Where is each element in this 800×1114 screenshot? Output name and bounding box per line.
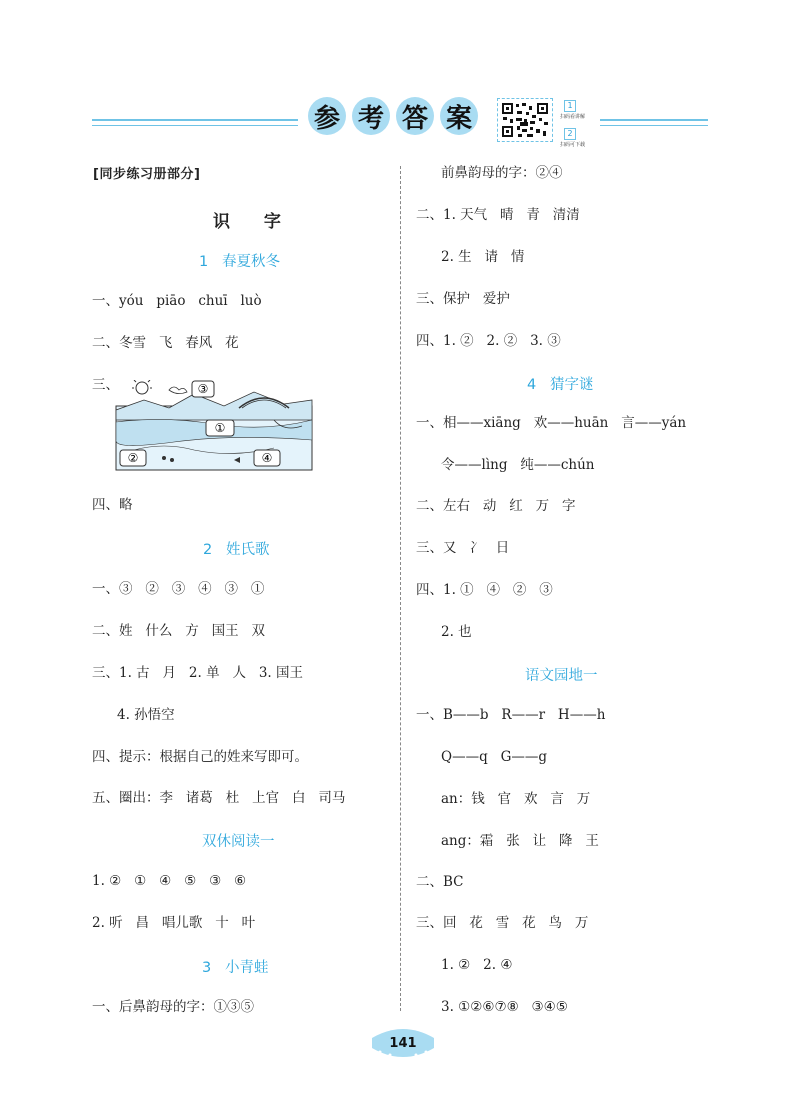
answer-line: 二、左右 动 红 万 字 (416, 498, 576, 514)
qr-captions (560, 100, 585, 148)
scene-label: ② (127, 451, 139, 465)
lesson-title: 双休阅读一 (202, 834, 275, 850)
scene-illustration (114, 380, 314, 472)
answer-line: 三、1. 古 月 2. 单 人 3. 国王 (92, 665, 304, 681)
qr-number-2: 2 (564, 128, 576, 140)
section-heading: 识 字 (213, 212, 295, 232)
answer-line: Q——q G——g (441, 749, 548, 765)
answer-line: 三、保护 爱护 (416, 291, 510, 307)
qr-code[interactable] (497, 98, 553, 142)
qr-number-1: 1 (564, 100, 576, 112)
scene-label: ③ (197, 382, 209, 396)
qr-code-icon (500, 101, 550, 139)
answer-line: 四、提示：根据自己的姓来写即可。 (92, 749, 308, 765)
answer-line: 一、B——b R——r H——h (416, 707, 606, 723)
answer-line: 三、又 冫 日 (416, 540, 510, 556)
answer-line: ang：霜 张 让 降 王 (441, 833, 599, 849)
lesson-title: 3 小青蛙 (202, 960, 269, 976)
answer-line: 三、回 花 雪 花 鸟 万 (416, 915, 589, 931)
answer-line: 3. ①②⑥⑦⑧ ③④⑤ (441, 999, 568, 1015)
lesson-title: 2 姓氏歌 (203, 542, 270, 558)
answer-line: 三、 (92, 377, 119, 393)
answer-line: 二、1. 天气 晴 青 清清 (416, 207, 580, 223)
answer-line: 1. ② 2. ④ (441, 957, 513, 973)
lesson-title: 1 春夏秋冬 (199, 254, 281, 270)
answer-line: 4. 孙悟空 (117, 707, 175, 723)
answer-line: an：钱 官 欢 言 万 (441, 791, 591, 807)
answer-line: 前鼻韵母的字：②④ (441, 165, 563, 181)
header-line-right-top (600, 119, 708, 121)
section-tag: [同步练习册部分] (93, 167, 201, 182)
lesson-title: 语文园地一 (525, 668, 598, 684)
title-char: 参 (308, 97, 346, 135)
answer-line: 二、冬雪 飞 春风 花 (92, 335, 239, 351)
title-char: 考 (352, 97, 390, 135)
header-line-left-bottom (92, 125, 298, 126)
answer-line: 2. 生 请 情 (441, 249, 525, 265)
title-char: 案 (440, 97, 478, 135)
page-number: 141 (389, 1036, 417, 1051)
header-line-left-top (92, 119, 298, 121)
page-title (308, 97, 478, 135)
answer-line: 四、略 (92, 497, 133, 513)
scene-label: ① (214, 421, 226, 435)
answer-line: 二、BC (416, 874, 464, 890)
qr-caption-2: 扫码可下载 (560, 142, 586, 148)
header-line-right-bottom (600, 125, 708, 126)
lesson-title: 4 猜字谜 (527, 377, 594, 393)
answer-line: 四、1. ① ④ ② ③ (416, 582, 553, 598)
answer-line: 一、yóu piāo chuī luò (92, 293, 262, 309)
answer-line: 令——lìng 纯——chún (441, 457, 595, 473)
answer-line: 1. ② ① ④ ⑤ ③ ⑥ (92, 873, 247, 889)
scene-label: ④ (261, 451, 273, 465)
answer-line: 一、后鼻韵母的字：①③⑤ (92, 999, 254, 1015)
answer-line: 2. 也 (441, 624, 472, 640)
answer-line: 一、③ ② ③ ④ ③ ① (92, 581, 265, 597)
answer-line: 四、1. ② 2. ② 3. ③ (416, 333, 561, 349)
answer-line: 二、姓 什么 方 国王 双 (92, 623, 265, 639)
answer-line: 五、圈出：李 诸葛 杜 上官 白 司马 (92, 790, 346, 806)
answer-line: 一、相——xiāng 欢——huān 言——yán (416, 415, 687, 431)
column-divider (400, 166, 401, 1011)
answer-line: 2. 听 昌 唱儿歌 十 叶 (92, 915, 256, 931)
title-char: 答 (396, 97, 434, 135)
qr-caption-1: 扫码看讲解 (560, 114, 586, 120)
